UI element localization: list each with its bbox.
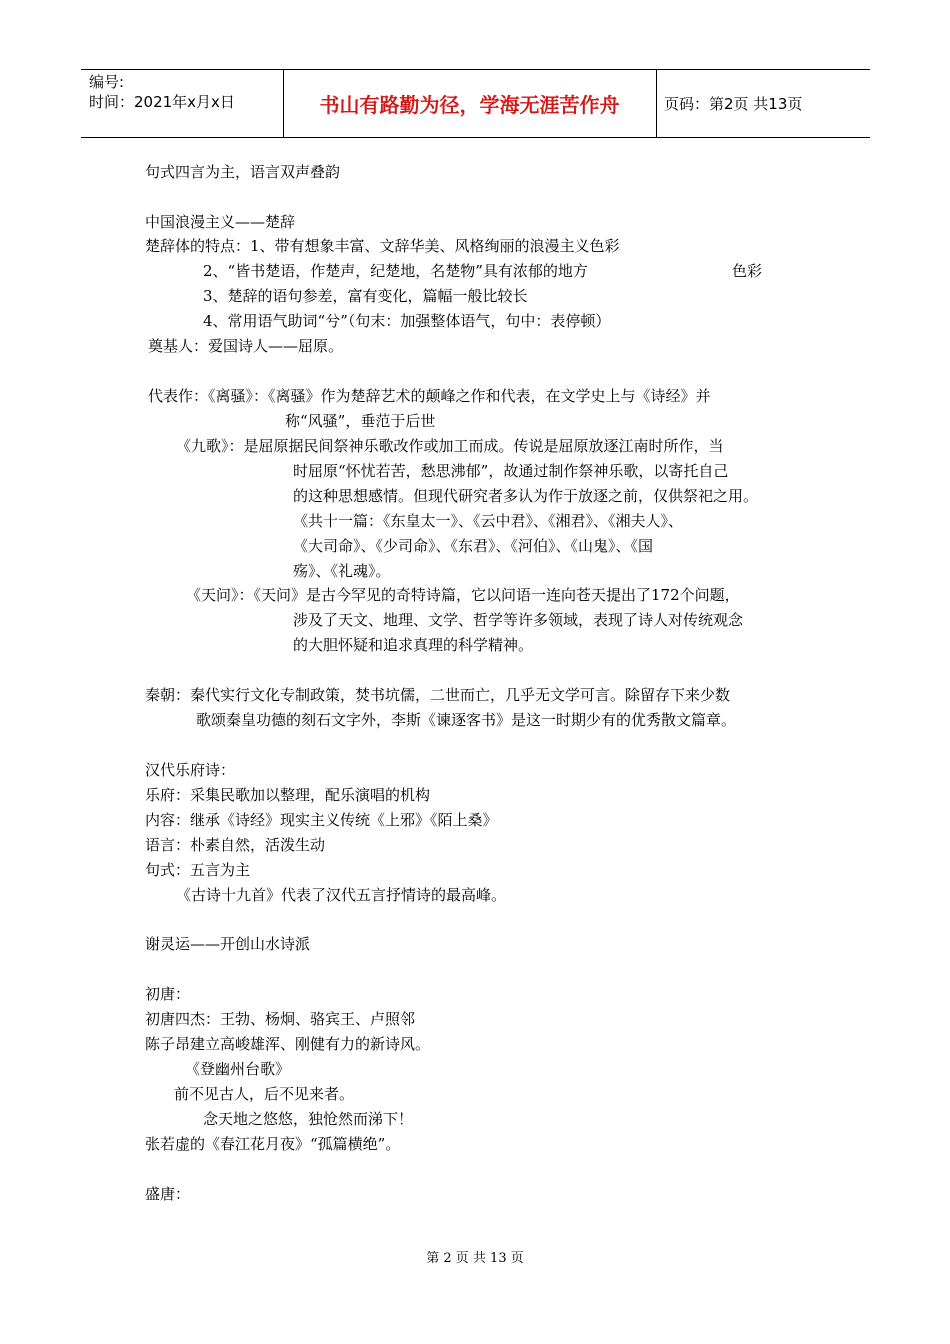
header-divider bbox=[656, 70, 657, 137]
header-meta bbox=[89, 72, 235, 112]
text-line: 乐府：采集民歌加以整理，配乐演唱的机构 bbox=[145, 786, 431, 804]
text-line: 《天问》：《天问》是古今罕见的奇特诗篇，它以问语一连向苍天提出了172个问题， bbox=[186, 586, 740, 604]
text-line: 的大胆怀疑和追求真理的科学精神。 bbox=[293, 636, 534, 654]
time-label: 时间：2021年x月x日 bbox=[89, 93, 235, 111]
section-heading: 谢灵运——开创山水诗派 bbox=[145, 935, 311, 953]
text-line: 的这种思想感情。但现代研究者多认为作于放逐之前，仅供祭祀之用。 bbox=[293, 487, 759, 505]
text-line: 《共十一篇：《东皇太一》、《云中君》、《湘君》、《湘夫人》、 bbox=[293, 512, 684, 530]
text-line: 色彩 bbox=[732, 262, 763, 280]
text-line: 句式四言为主，语言双声叠韵 bbox=[145, 163, 341, 181]
header-motto: 书山有路勤为径，学海无涯苦作舟 bbox=[319, 93, 620, 117]
text-line: 内容：继承《诗经》现实主义传统《上邪》《陌上桑》 bbox=[145, 811, 498, 829]
text-line: 称“风骚”，垂范于后世 bbox=[285, 412, 436, 430]
code-label: 编号: bbox=[89, 73, 125, 91]
text-line: 初唐四杰：王勃、杨炯、骆宾王、卢照邻 bbox=[145, 1010, 416, 1028]
poem-title: 《登幽州台歌》 bbox=[185, 1060, 291, 1078]
text-line: 《古诗十九首》代表了汉代五言抒情诗的最高峰。 bbox=[176, 886, 507, 904]
text-line: 张若虚的《春江花月夜》“孤篇横绝”。 bbox=[145, 1135, 401, 1153]
section-heading: 盛唐： bbox=[145, 1185, 191, 1203]
text-line: 时屈原“怀忧若苦，愁思沸郁”，故通过制作祭神乐歌，以寄托自己 bbox=[293, 462, 729, 480]
text-line: 秦朝：秦代实行文化专制政策，焚书坑儒，二世而亡，几乎无文学可言。除留存下来少数 bbox=[145, 686, 731, 704]
text-line: 代表作：《离骚》：《离骚》作为楚辞艺术的颠峰之作和代表，在文学史上与《诗经》并 bbox=[148, 387, 711, 405]
text-line: 2、“皆书楚语，作楚声，纪楚地，名楚物”具有浓郁的地方 bbox=[203, 262, 588, 280]
text-line: 3、楚辞的语句参差，富有变化，篇幅一般比较长 bbox=[203, 287, 528, 305]
section-heading: 中国浪漫主义——楚辞 bbox=[145, 213, 296, 231]
text-line: 句式：五言为主 bbox=[145, 861, 251, 879]
text-line: 奠基人：爱国诗人——屈原。 bbox=[148, 337, 344, 355]
text-line: 涉及了天文、地理、文学、哲学等许多领域，表现了诗人对传统观念 bbox=[293, 611, 744, 629]
text-line: 4、常用语气助词“兮”（句末：加强整体语气，句中：表停顿） bbox=[203, 312, 611, 330]
poem-line: 念天地之悠悠，独怆然而涕下！ bbox=[203, 1110, 414, 1128]
text-line: 《大司命》、《少司命》、《东君》、《河伯》、《山鬼》、《国 bbox=[293, 537, 654, 555]
header-page-info: 页码：第2页 共13页 bbox=[664, 95, 803, 113]
section-heading: 初唐： bbox=[145, 985, 191, 1003]
text-line: 楚辞体的特点：1、带有想象丰富、文辞华美、风格绚丽的浪漫主义色彩 bbox=[145, 237, 620, 255]
text-line: 《九歌》：是屈原据民间祭神乐歌改作或加工而成。传说是屈原放逐江南时所作，当 bbox=[176, 437, 724, 455]
text-line: 语言：朴素自然，活泼生动 bbox=[145, 836, 326, 854]
poem-line: 前不见古人，后不见来者。 bbox=[174, 1085, 355, 1103]
page-header bbox=[81, 69, 870, 138]
text-line: 歌颂秦皇功德的刻石文字外，李斯《谏逐客书》是这一时期少有的优秀散文篇章。 bbox=[196, 711, 737, 729]
text-line: 殇》、《礼魂》。 bbox=[293, 562, 391, 580]
page-footer: 第 2 页 共 13 页 bbox=[426, 1251, 524, 1266]
section-heading: 汉代乐府诗： bbox=[145, 761, 236, 779]
text-line: 陈子昂建立高峻雄浑、刚健有力的新诗风。 bbox=[145, 1035, 431, 1053]
